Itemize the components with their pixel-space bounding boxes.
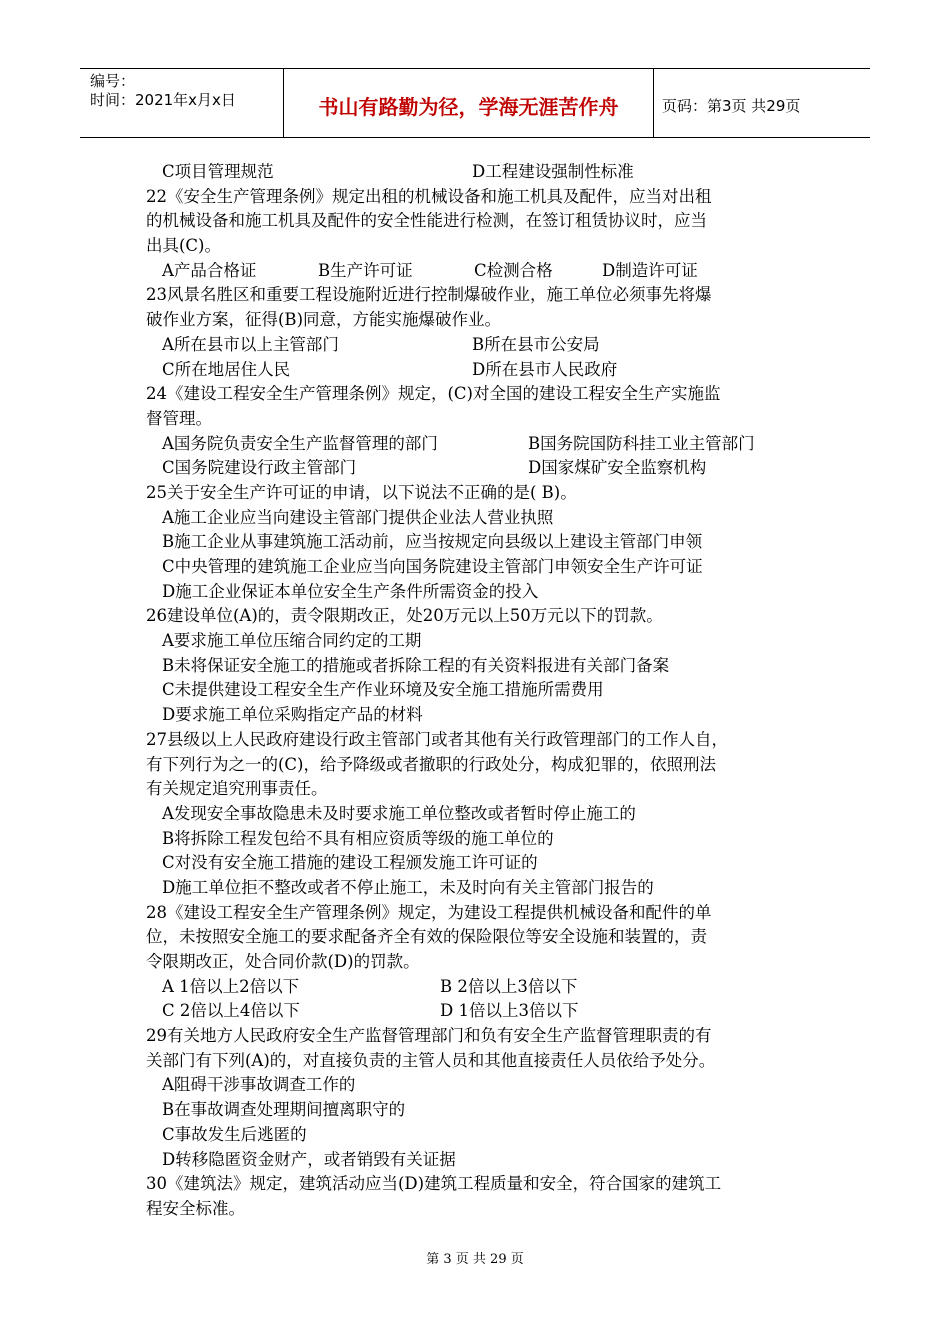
option-text: B所在县市公安局 [472, 334, 600, 354]
option-text: D所在县市人民政府 [472, 359, 618, 379]
question-text: 关部门有下列(A)的，对直接负责的主管人员和其他直接责任人员依给予处分。 [146, 1050, 716, 1070]
option-row [146, 432, 810, 457]
option-text: B生产许可证 [318, 260, 413, 280]
question-text: 25关于安全生产许可证的申请，以下说法不正确的是( B)。 [146, 482, 577, 502]
option-text: A产品合格证 [162, 260, 257, 280]
question-text: 有下列行为之一的(C)，给予降级或者撤职的行政处分，构成犯罪的，依照刑法 [146, 754, 716, 774]
header-meta [80, 69, 284, 137]
option-text: D制造许可证 [602, 260, 698, 280]
option-text: A所在县市以上主管部门 [162, 334, 339, 354]
option-text: C对没有安全施工措施的建设工程颁发施工许可证的 [162, 853, 538, 873]
header-motto: 书山有路勤为径，学海无涯苦作舟 [284, 69, 654, 137]
option-text: D工程建设强制性标准 [472, 162, 634, 181]
option-text: A要求施工单位压缩合同约定的工期 [162, 631, 422, 651]
option-text: B将拆除工程发包给不具有相应资质等级的施工单位的 [162, 828, 554, 848]
option-row [146, 456, 810, 481]
document-number-label: 编号： [90, 72, 136, 90]
document-time-label: 时间：2021年x月x日 [90, 91, 236, 109]
option-text: B未将保证安全施工的措施或者拆除工程的有关资料报进有关部门备案 [162, 655, 670, 675]
option-text: C未提供建设工程安全生产作业环境及安全施工措施所需费用 [162, 680, 604, 700]
question-text: 24《建设工程安全生产管理条例》规定，(C)对全国的建设工程安全生产实施监 [146, 384, 721, 404]
question-text: 23风景名胜区和重要工程设施附近进行控制爆破作业，施工单位必须事先将爆 [146, 285, 712, 305]
option-text: D转移隐匿资金财产，或者销毁有关证据 [162, 1149, 456, 1169]
question-text: 出具(C)。 [146, 236, 221, 256]
question-text: 22《安全生产管理条例》规定出租的机械设备和施工机具及配件，应当对出租 [146, 186, 712, 206]
option-text: D施工单位拒不整改或者不停止施工，未及时向有关主管部门报告的 [162, 877, 654, 897]
question-text: 29有关地方人民政府安全生产监督管理部门和负有安全生产监督管理职责的有 [146, 1026, 712, 1046]
option-text: D要求施工单位采购指定产品的材料 [162, 705, 423, 725]
option-text: B 2倍以上3倍以下 [440, 976, 578, 996]
page-header [80, 68, 870, 138]
question-text: 破作业方案，征得(B)同意，方能实施爆破作业。 [146, 310, 501, 330]
option-text: A国务院负责安全生产监督管理的部门 [162, 433, 438, 453]
option-text: D国家煤矿安全监察机构 [528, 458, 707, 478]
question-text: 令限期改正，处合同价款(D)的罚款。 [146, 952, 420, 971]
question-text: 程安全标准。 [146, 1198, 245, 1218]
option-row [146, 999, 810, 1024]
question-text: 27县级以上人民政府建设行政主管部门或者其他有关行政管理部门的工作人自， [146, 729, 728, 749]
question-text: 的机械设备和施工机具及配件的安全性能进行检测，在签订租赁协议时，应当 [146, 211, 707, 231]
option-text: C国务院建设行政主管部门 [162, 458, 357, 478]
option-text: C检测合格 [474, 260, 553, 280]
option-row [146, 975, 810, 1000]
question-text: 有关规定追究刑事责任。 [146, 779, 328, 799]
option-text: D施工企业保证本单位安全生产条件所需资金的投入 [162, 581, 539, 601]
option-text: C事故发生后逃匿的 [162, 1124, 307, 1144]
option-text: D 1倍以上3倍以下 [440, 1001, 579, 1021]
option-text: B国务院国防科挂工业主管部门 [528, 433, 755, 453]
option-row [146, 358, 810, 383]
header-page-label: 页码：第3页 共29页 [662, 96, 801, 115]
option-row [146, 259, 810, 284]
option-text: B在事故调查处理期间擅离职守的 [162, 1100, 406, 1120]
question-text: 30《建筑法》规定，建筑活动应当(D)建筑工程质量和安全，符合国家的建筑工 [146, 1174, 722, 1194]
option-text: A阻碍干涉事故调查工作的 [162, 1075, 356, 1095]
option-text: A 1倍以上2倍以下 [162, 976, 300, 996]
question-text: 位，未按照安全施工的要求配备齐全有效的保险限位等安全设施和装置的，责 [146, 927, 707, 947]
option-row [146, 160, 810, 185]
page-footer: 第 3 页 共 29 页 [426, 1252, 524, 1267]
option-text: C所在地居住人民 [162, 359, 291, 379]
option-text: A施工企业应当向建设主管部门提供企业法人营业执照 [162, 507, 554, 527]
option-text: A发现安全事故隐患未及时要求施工单位整改或者暂时停止施工的 [162, 803, 636, 823]
question-text: 28《建设工程安全生产管理条例》规定，为建设工程提供机械设备和配件的单 [146, 902, 712, 922]
document-body [146, 160, 810, 1222]
option-row [146, 333, 810, 358]
question-text: 26建设单位(A)的，责令限期改正，处20万元以上50万元以下的罚款。 [146, 606, 663, 626]
question-text: 督管理。 [146, 408, 212, 428]
option-text: C 2倍以上4倍以下 [162, 1001, 300, 1021]
option-text: C项目管理规范 [162, 162, 274, 181]
option-text: C中央管理的建筑施工企业应当向国务院建设主管部门申领安全生产许可证 [162, 557, 703, 576]
option-text: B施工企业从事建筑施工活动前，应当按规定向县级以上建设主管部门申领 [162, 532, 703, 552]
